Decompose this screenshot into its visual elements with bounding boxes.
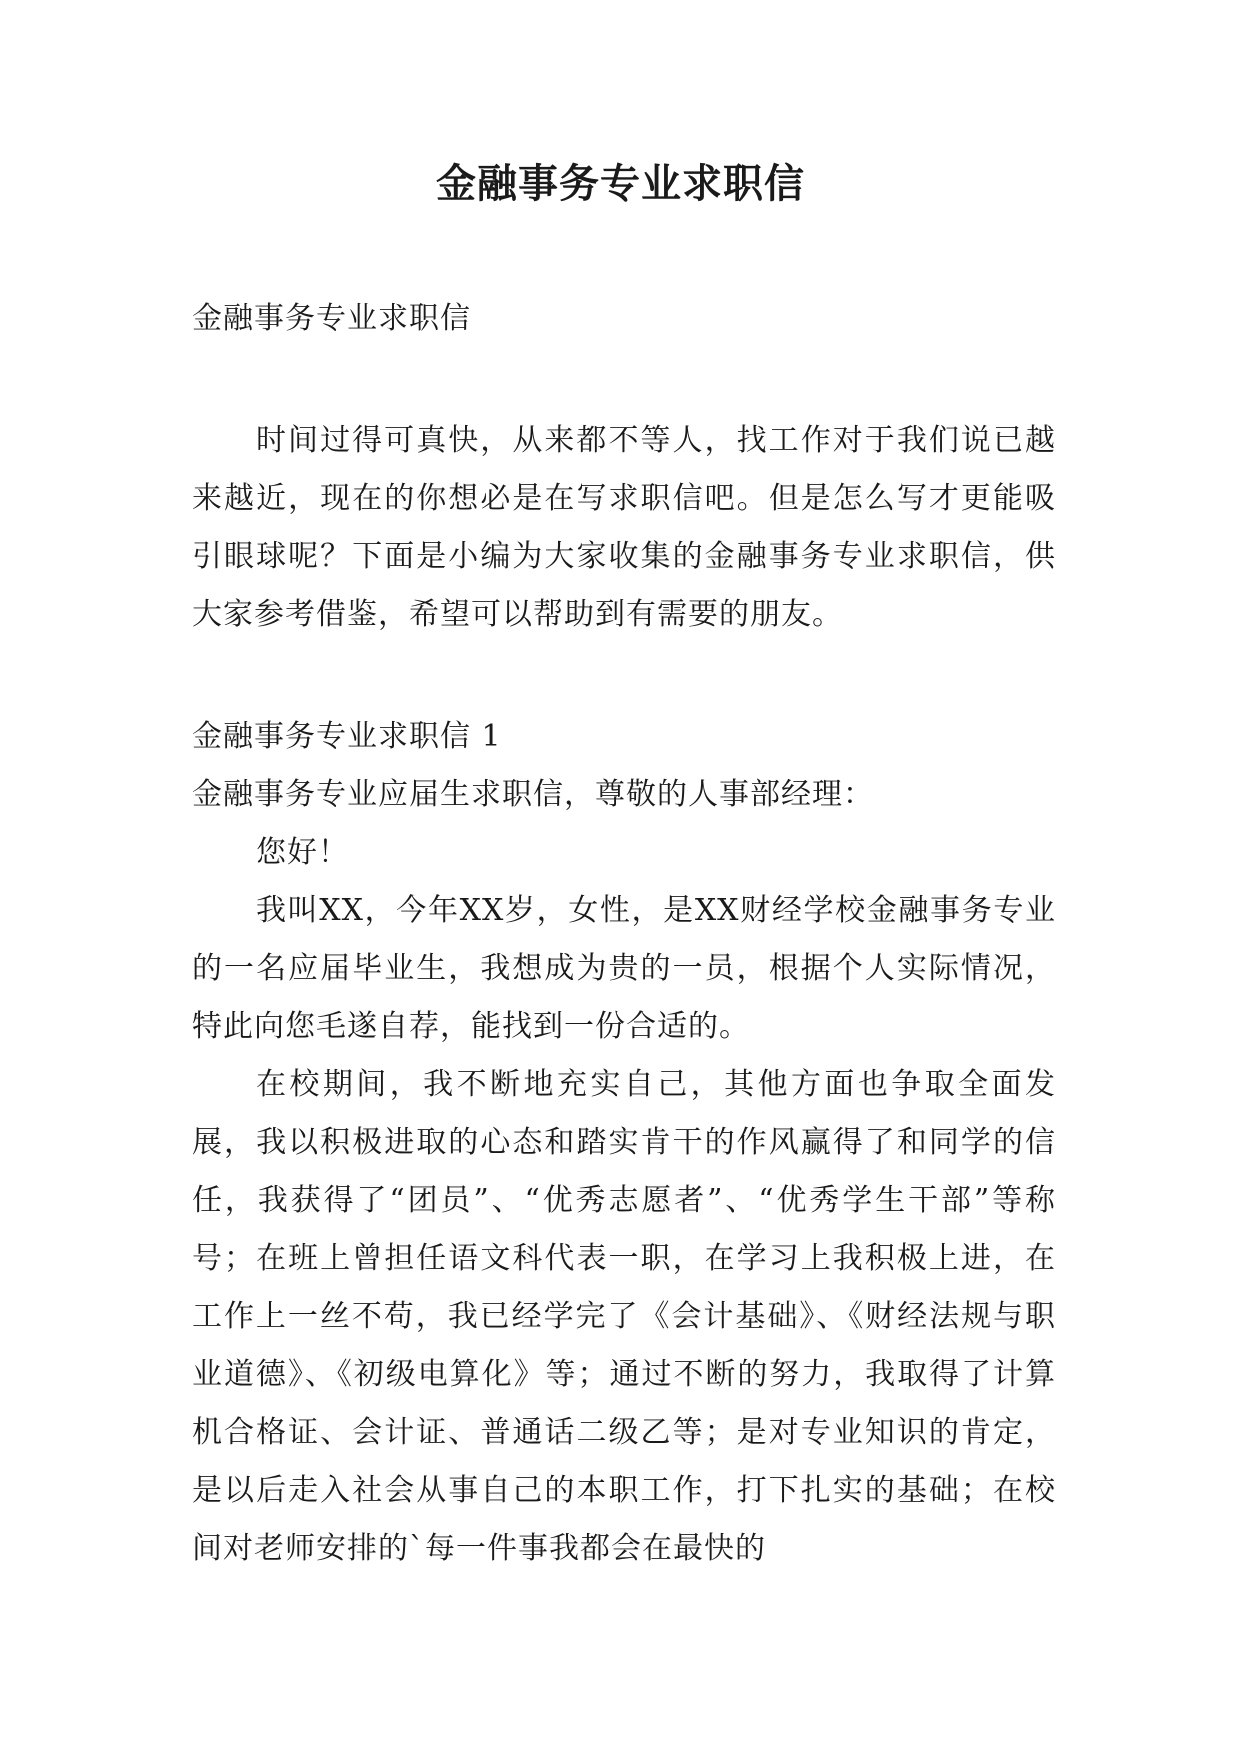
intro-paragraph: 时间过得可真快，从来都不等人，找工作对于我们说已越来越近，现在的你想必是在写求职信吧。但是怎么写才更能吸引眼球呢？下面是小编为大家收集的金融事务专业求职信，供大家参考借鉴，希望可以帮助到有需要的朋友。	[192, 423, 1056, 632]
section-heading: 金融事务专业求职信 1	[192, 719, 502, 754]
greeting: 您好！	[256, 835, 349, 870]
body-paragraph-1: 我叫XX，今年XX岁，女性，是XX财经学校金融事务专业的一名应届毕业生，我想成为贵的一员，根据个人实际情况，特此向您毛遂自荐，能找到一份合适的。	[192, 893, 1056, 1044]
document-body	[192, 290, 1056, 1578]
body-paragraph-2: 在校期间，我不断地充实自己，其他方面也争取全面发展，我以积极进取的心态和踏实肯干的作风赢得了和同学的信任，我获得了“团员”、“优秀志愿者”、“优秀学生干部”等称号；在班上曾担任语文科代表一职，在学习上我积极上进，在工作上一丝不苟，我已经学完了《会计基础》、《财经法规与职业道德》、《初级电算化》等；通过不断的努力，我取得了计算机合格证、会计证、普通话二级乙等；是对专业知识的肯定，是以后走入社会从事自己的本职工作，打下扎实的基础；在校间对老师安排的`每一件事我都会在最快的	[192, 1067, 1056, 1566]
salutation: 金融事务专业应届生求职信，尊敬的人事部经理：	[192, 777, 874, 812]
document-subtitle: 金融事务专业求职信	[192, 301, 471, 336]
document-title: 金融事务专业求职信	[436, 160, 805, 207]
